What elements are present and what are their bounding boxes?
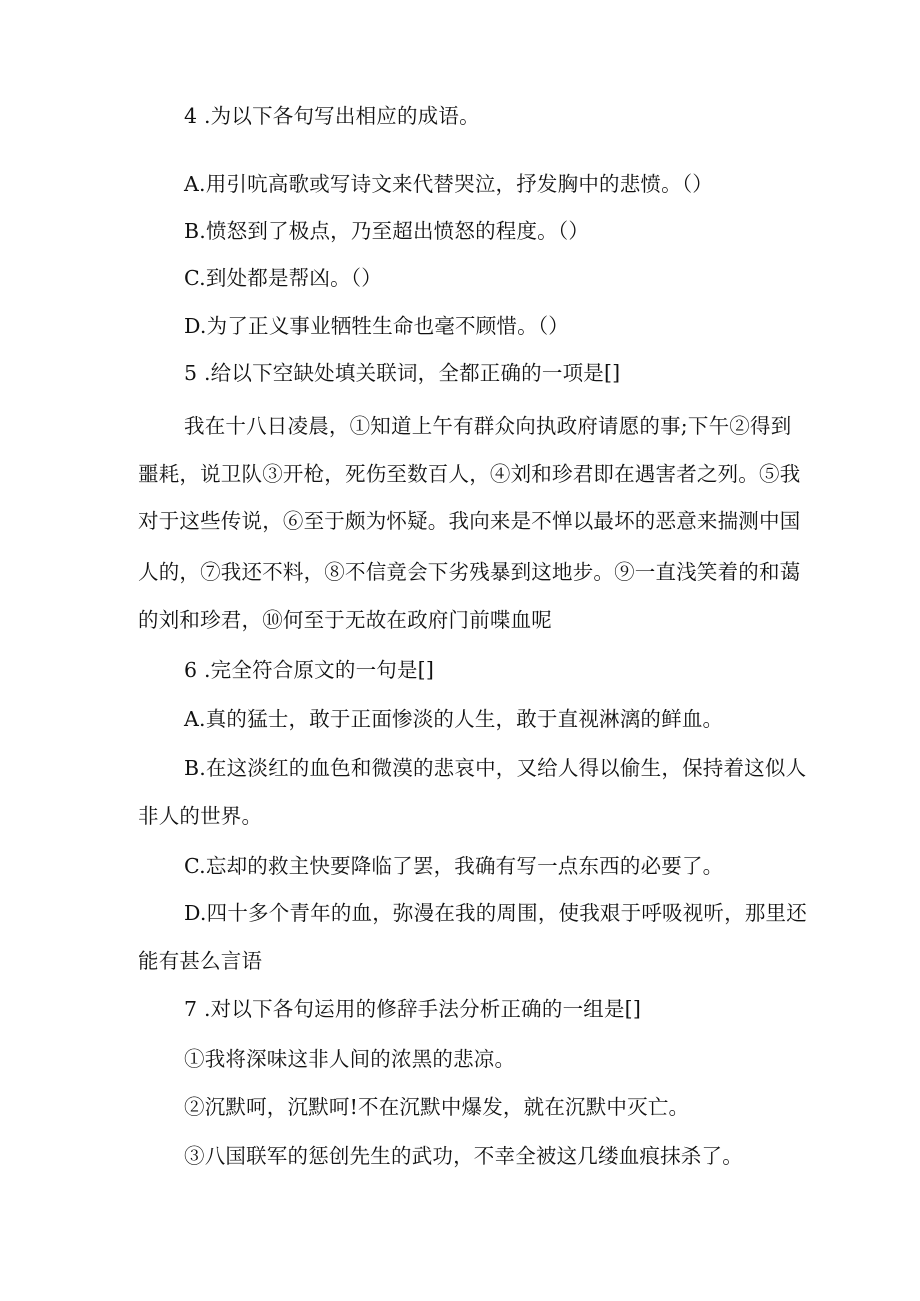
question-4-prompt: 4 .为以下各句写出相应的成语。: [184, 104, 480, 128]
question-4-option-c: C.到处都是帮凶。（）: [184, 266, 382, 290]
question-7-sentence-3: ③八国联军的惩创先生的武功，不幸全被这几缕血痕抹杀了。: [184, 1144, 743, 1168]
question-6-option-b-line-1: B.在这淡红的血色和微漠的悲哀中，又给人得以偷生，保持着这似人: [184, 756, 807, 780]
question-6-option-c: C.忘却的救主快要降临了罢，我确有写一点东西的必要了。: [184, 854, 724, 878]
question-7-prompt: 7 .对以下各句运用的修辞手法分析正确的一组是[]: [184, 997, 642, 1021]
question-5-prompt: 5 .给以下空缺处填关联词，全都正确的一项是[]: [184, 361, 621, 385]
question-6-option-d-line-2: 能有甚么言语: [138, 949, 263, 973]
question-7-sentence-1: ①我将深味这非人间的浓黑的悲凉。: [184, 1047, 516, 1071]
question-6-option-b-line-2: 非人的世界。: [138, 804, 263, 828]
question-6-option-a: A.真的猛士，敢于正面惨淡的人生，敢于直视淋漓的鲜血。: [184, 707, 724, 731]
question-5-passage-line-1: 我在十八日凌晨，①知道上午有群众向执政府请愿的事;下午②得到: [184, 414, 792, 438]
question-5-passage-line-5: 的刘和珍君，⑩何至于无故在政府门前喋血呢: [138, 608, 552, 632]
question-6-prompt: 6 .完全符合原文的一句是[]: [184, 658, 435, 682]
question-4-option-b: B.愤怒到了极点，乃至超出愤怒的程度。（）: [184, 219, 590, 243]
question-6-option-d-line-1: D.四十多个青年的血，弥漫在我的周围，使我艰于呼吸视听，那里还: [184, 901, 807, 925]
question-5-passage-line-3: 对于这些传说，⑥至于颇为怀疑。我向来是不惮以最坏的恶意来揣测中国: [138, 509, 801, 533]
question-5-passage-line-4: 人的，⑦我还不料，⑧不信竟会下劣残暴到这地步。⑨一直浅笑着的和蔼: [138, 560, 801, 584]
question-4-option-a: A.用引吭高歌或写诗文来代替哭泣，抒发胸中的悲愤。（）: [184, 172, 713, 196]
question-4-option-d: D.为了正义事业牺牲生命也毫不顾惜。（）: [184, 314, 569, 338]
question-5-passage-line-2: 噩耗，说卫队③开枪，死伤至数百人，④刘和珍君即在遇害者之列。⑤我: [138, 462, 801, 486]
question-7-sentence-2: ②沉默呵，沉默呵!不在沉默中爆发，就在沉默中灭亡。: [184, 1095, 690, 1119]
